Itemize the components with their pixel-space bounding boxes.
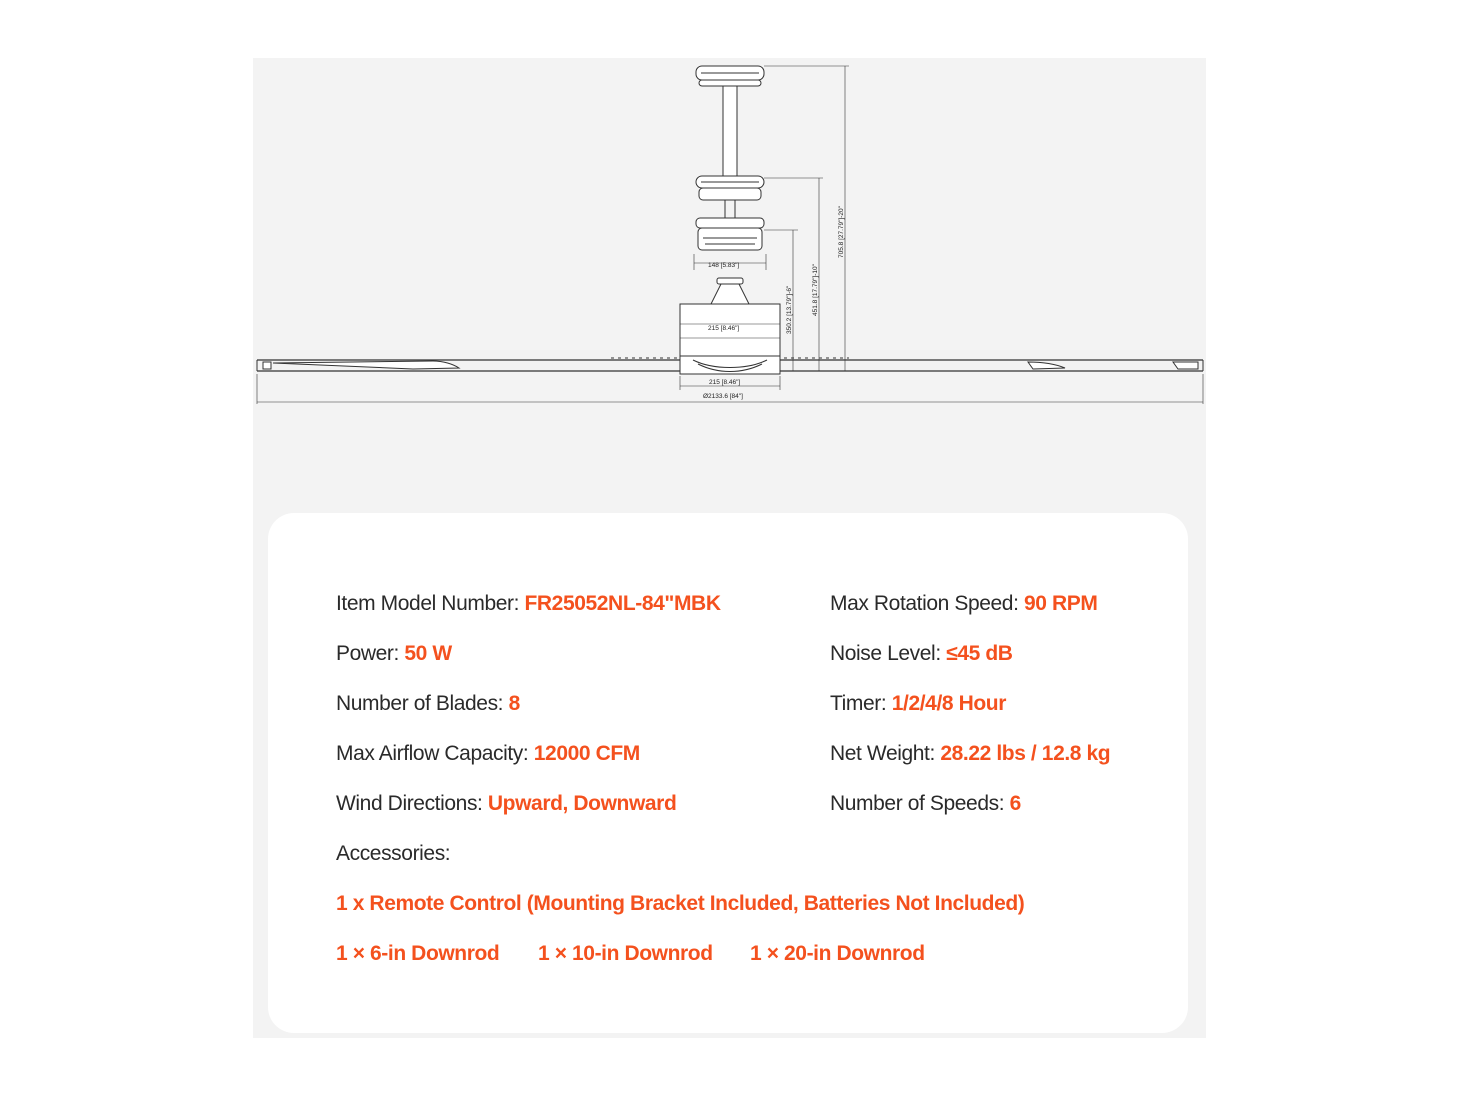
dim-hub-width: 215 [8.46"]	[709, 379, 741, 386]
fan-dimension-drawing	[253, 58, 1206, 498]
mount-bracket-10in	[696, 176, 764, 200]
spec-label: Max Airflow Capacity:	[336, 742, 534, 765]
canopy-6in	[696, 218, 764, 250]
spec-number-of-speeds	[830, 791, 1021, 817]
spec-max-rotation-speed	[830, 591, 1097, 617]
spec-label: Net Weight:	[830, 742, 941, 765]
accessory-remote-control: 1 x Remote Control (Mounting Bracket Included, Batteries Not Included)	[336, 892, 1025, 915]
spec-noise-level	[830, 641, 1013, 667]
dim-height-6in: 350.2 [13.79"]-6"	[786, 285, 793, 334]
accessory-downrod-20in: 1 × 20-in Downrod	[750, 942, 925, 965]
spec-label: Timer:	[830, 692, 892, 715]
spec-label: Max Rotation Speed:	[830, 592, 1024, 615]
spec-power	[336, 641, 452, 667]
spec-value: 1/2/4/8 Hour	[891, 692, 1006, 715]
dim-height-10in: 451.8 [17.79"]-10"	[812, 264, 819, 316]
spec-label: Noise Level:	[830, 642, 947, 665]
spec-value: 6	[1009, 792, 1021, 815]
spec-value: ≤45 dB	[946, 642, 1013, 665]
spec-max-airflow	[336, 741, 640, 767]
spec-model-number	[336, 591, 721, 617]
spec-label: Wind Directions:	[336, 792, 488, 815]
spec-value: 12000 CFM	[533, 742, 640, 765]
dim-height-20in: 705.8 [27.79"]-20"	[838, 206, 845, 258]
ceiling-canopy	[696, 66, 764, 86]
downrod	[723, 86, 737, 176]
dim-motor-width: 215 [8.46"]	[708, 325, 740, 332]
accessory-downrod-6in: 1 × 6-in Downrod	[336, 942, 500, 965]
spec-value: 8	[508, 692, 520, 715]
spec-value: 90 RPM	[1023, 592, 1098, 615]
accessory-downrod-10in: 1 × 10-in Downrod	[538, 942, 713, 965]
product-image-panel	[253, 58, 1206, 1038]
spec-value: Upward, Downward	[487, 792, 677, 815]
spec-value: 50 W	[404, 642, 452, 665]
spec-card	[268, 513, 1188, 1033]
fan-blades	[257, 356, 1203, 374]
dim-diameter: Ø2133.6 [84"]	[703, 393, 743, 400]
spec-number-of-blades	[336, 691, 520, 717]
spec-label: Power:	[336, 642, 405, 665]
spec-value: 28.22 lbs / 12.8 kg	[940, 742, 1111, 765]
spec-label: Item Model Number:	[336, 592, 525, 615]
dim-canopy-width: 148 [5.83"]	[708, 262, 740, 269]
spec-timer	[830, 691, 1006, 717]
accessories-label: Accessories:	[336, 842, 451, 865]
spec-value: FR25052NL-84"MBK	[524, 592, 721, 615]
spec-label: Number of Blades:	[336, 692, 509, 715]
spec-wind-directions	[336, 791, 676, 817]
spec-net-weight	[830, 741, 1110, 767]
spec-label: Number of Speeds:	[830, 792, 1010, 815]
